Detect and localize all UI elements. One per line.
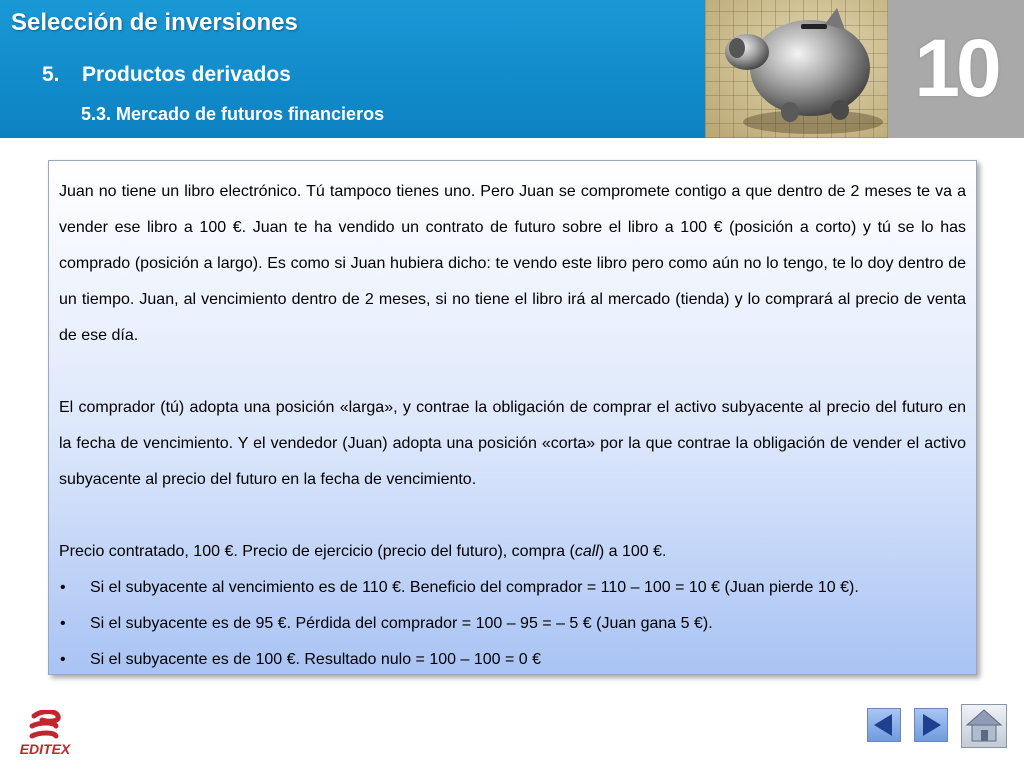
editex-logo [12, 710, 78, 760]
paragraph-price [59, 534, 966, 570]
content-box [48, 160, 977, 675]
paragraph-example: Juan no tiene un libro electrónico. Tú tampoco tienes uno. Pero Juan se compromete contigo a que dentro de 2 meses te va a vender ese libro a 100 €. Juan te ha vendido un contrato de futuro sobre el libro a 100 € (posición a corto) y tú se lo has comprado (posición a largo). Es como si Juan hubiera dicho: te vendo este libro pero como aún no lo tengo, te lo doy dentro de un tiempo. Juan, al vencimiento dentro de 2 meses, si no tiene el libro irá al mercado (tienda) y lo comprará al precio de venta de ese día. [59, 183, 966, 344]
paragraph-spacer [59, 354, 966, 390]
subsection-title: 5.3. Mercado de futuros financieros [81, 104, 385, 124]
list-item: • Si el subyacente es de 100 €. Resultado nulo = 100 – 100 = 0 € [59, 642, 966, 678]
list-item: • Si el subyacente al vencimiento es de 110 €. Beneficio del comprador = 110 – 100 = 10 € (Juan pierde 10 €). [59, 570, 966, 606]
piggy-bank-image [705, 0, 888, 138]
scenario-list [59, 570, 966, 678]
paragraph-positions: El comprador (tú) adopta una posición «larga», y contrae la obligación de comprar el activo subyacente al precio del futuro en la fecha de vencimiento. Y el vendedor (Juan) adopta una posición «corta» por la que contrae la obligación de vender el activo subyacente al precio del futuro en la fecha de vencimiento. [59, 399, 966, 488]
page-title: Selección de inversiones [11, 9, 298, 36]
house-icon [962, 705, 1006, 747]
paragraph-spacer [59, 498, 966, 534]
header-banner [0, 0, 705, 138]
section-title [42, 63, 291, 87]
triangle-right-icon [915, 709, 947, 741]
section-title-text: Productos derivados [82, 63, 291, 86]
chapter-number: 10 [914, 23, 998, 114]
price-text-end: ) a 100 €. [598, 543, 667, 560]
chapter-badge [888, 0, 1024, 138]
price-text-call: call [574, 543, 599, 560]
piggy-bank-icon [705, 0, 888, 138]
list-item: • Si el subyacente es de 95 €. Pérdida del comprador = 100 – 95 = – 5 € (Juan gana 5 €). [59, 606, 966, 642]
next-slide-button[interactable] [914, 708, 948, 742]
section-number: 5. [42, 63, 60, 86]
previous-slide-button[interactable] [867, 708, 901, 742]
triangle-left-icon [868, 709, 900, 741]
home-button[interactable] [961, 704, 1007, 748]
price-text-start: Precio contratado, 100 €. Precio de ejercicio (precio del futuro), compra ( [59, 543, 575, 560]
logo-text: EDITEX [19, 741, 71, 757]
editex-logo-icon [12, 710, 78, 742]
